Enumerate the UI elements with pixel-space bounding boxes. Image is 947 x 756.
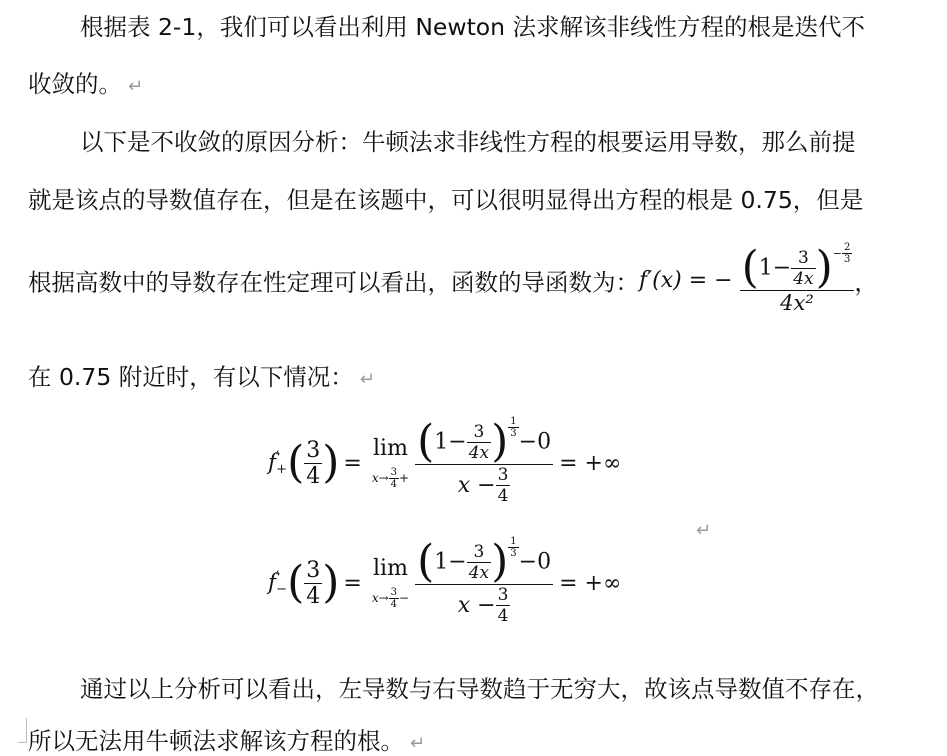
- limit-left-den-frac: [496, 585, 511, 626]
- limit-right-appr-den: 4: [390, 479, 398, 490]
- left-paren: (: [287, 437, 305, 488]
- limit-left-sub: −: [276, 582, 288, 597]
- limit-left-one-minus: 1−: [434, 549, 467, 575]
- limit-right-arg: [304, 438, 322, 489]
- limit-left-lim: lim: [373, 556, 408, 581]
- limit-left-approach-frac: [389, 587, 399, 610]
- limit-left-exp-den: 3: [510, 548, 517, 559]
- limit-left-den-num: 3: [497, 585, 509, 605]
- equals-sign: =: [343, 570, 362, 596]
- derivative-inner-fraction: [791, 248, 815, 289]
- limit-right-numerator: [415, 416, 553, 467]
- limit-left-appr-num: 3: [390, 587, 398, 598]
- limit-left-numerator: [415, 536, 553, 587]
- derivative-formula: [639, 242, 854, 315]
- limit-right-approach-text: x→: [371, 471, 389, 485]
- limit-right-prime: ′: [276, 449, 280, 464]
- derivative-exp-num: 2: [843, 242, 851, 253]
- paragraph3-line1: 通过以上分析可以看出，左导数与右导数趋于无穷大，故该点导数值不存在，: [80, 675, 879, 703]
- left-paren: (: [287, 557, 305, 608]
- right-paren: ): [815, 242, 833, 293]
- limit-left-exp-num: 1: [510, 536, 517, 547]
- limit-right-exp-num: 1: [510, 416, 517, 427]
- limit-left-inner-den: 4x: [468, 562, 490, 583]
- paragraph-mark-icon: ↵: [128, 76, 144, 97]
- derivative-fraction: [740, 242, 855, 315]
- limit-right-arg-num: 3: [306, 437, 321, 463]
- left-paren: (: [417, 536, 435, 587]
- limit-left-appr-side: −: [399, 591, 410, 605]
- derivative-denominator: 4x²: [740, 290, 855, 315]
- left-paren: (: [741, 242, 759, 293]
- limit-right-exp-frac: [508, 416, 518, 439]
- limit-left-den-den: 4: [497, 606, 509, 626]
- paragraph1-line1: 根据表 2-1，我们可以看出利用 Newton 法求解该非线性方程的根是迭代不: [80, 13, 866, 41]
- derivative-exp-den: 3: [843, 254, 851, 265]
- limit-left-exponent: [508, 536, 518, 559]
- limit-left-operator: [372, 556, 409, 610]
- paragraph-mark-icon: ↵: [696, 520, 712, 541]
- limit-right-inner-num: 3: [473, 421, 485, 442]
- right-paren: ): [491, 416, 509, 467]
- derivative-one-minus: 1−: [758, 255, 792, 281]
- limit-left-approach: [372, 587, 409, 610]
- paragraph1-line2: [28, 65, 143, 99]
- derivative-numerator: [740, 242, 855, 293]
- right-paren: ): [322, 557, 340, 608]
- limit-right-inner-frac: [467, 422, 491, 463]
- paragraph2-line2: 就是该点的导数值存在，但是在该题中，可以很明显得出方程的根是 0.75，但是: [28, 186, 864, 214]
- limit-left-arg: [304, 558, 322, 609]
- limit-left-equation: [268, 536, 622, 626]
- paragraph2-line3-suffix: ，: [854, 268, 878, 297]
- limit-left-approach-text: x→: [371, 591, 389, 605]
- limit-right-lim: lim: [373, 436, 408, 461]
- limit-left-fraction: [415, 536, 553, 626]
- limit-right-fraction: [415, 416, 553, 506]
- limit-right-approach: [372, 467, 409, 490]
- paragraph2-line3: [28, 242, 878, 315]
- limit-right-result: = +∞: [559, 450, 622, 476]
- limit-right-denominator: [415, 464, 553, 506]
- limit-left-result: = +∞: [559, 570, 622, 596]
- paragraph3-line2: [28, 722, 425, 756]
- limit-left-exp-frac: [508, 536, 518, 559]
- limit-left-prime-sub: [276, 570, 287, 596]
- limit-right-one-minus: 1−: [434, 429, 467, 455]
- limit-left-arg-num: 3: [306, 557, 321, 583]
- limit-right-den-frac: [496, 465, 511, 506]
- limit-right-minus-zero: −0: [518, 429, 552, 455]
- limit-right-approach-frac: [389, 467, 399, 490]
- right-paren: ): [322, 437, 340, 488]
- paragraph1-line2-text: 收敛的。: [28, 70, 122, 98]
- limit-right-appr-side: +: [399, 471, 410, 485]
- paragraph3-line2-text: 所以无法用牛顿法求解该方程的根。: [28, 727, 404, 755]
- equals-sign: =: [343, 450, 362, 476]
- limit-right-operator: [372, 436, 409, 490]
- limit-right-den-num: 3: [497, 465, 509, 485]
- derivative-inner-den: 4x: [793, 268, 814, 289]
- limit-right-prime-sub: [276, 450, 287, 476]
- limit-right-equation: [268, 416, 622, 506]
- derivative-exponent: [832, 242, 853, 265]
- limit-right-exponent: [508, 416, 518, 439]
- paragraph2-line4-text: 在 0.75 附近时，有以下情况：: [28, 363, 354, 391]
- limit-left-denominator: [415, 584, 553, 626]
- derivative-exp-sign: −: [832, 246, 842, 260]
- limit-right-den-x: x −: [457, 473, 496, 498]
- derivative-exp-fraction: [842, 242, 852, 265]
- limit-left-appr-den: 4: [390, 599, 398, 610]
- margin-corner-mark: [18, 718, 27, 743]
- limit-left-arg-den: 4: [306, 583, 321, 609]
- limit-right-inner-den: 4x: [468, 442, 490, 463]
- limit-left-inner-num: 3: [473, 541, 485, 562]
- derivative-lhs: f′(x) = −: [639, 268, 733, 293]
- limit-left-inner-frac: [467, 542, 491, 583]
- paragraph2-line3-prefix: 根据高数中的导数存在性定理可以看出，函数的导函数为：: [28, 268, 639, 297]
- limit-left-prime: ′: [276, 569, 280, 584]
- limit-left-minus-zero: −0: [518, 549, 552, 575]
- right-paren: ): [491, 536, 509, 587]
- paragraph2-line4: [28, 358, 375, 392]
- limit-right-appr-num: 3: [390, 467, 398, 478]
- limit-left-den-x: x −: [457, 593, 496, 618]
- limit-right-f: f: [268, 450, 277, 476]
- limit-right-den-den: 4: [497, 486, 509, 506]
- left-paren: (: [417, 416, 435, 467]
- derivative-inner-num: 3: [797, 247, 809, 268]
- limit-right-arg-den: 4: [306, 463, 321, 489]
- paragraph-mark-icon: ↵: [359, 369, 375, 390]
- paragraph-mark-icon: ↵: [410, 733, 426, 754]
- limit-right-exp-den: 3: [510, 428, 517, 439]
- limit-left-f: f: [268, 570, 277, 596]
- paragraph2-line1: 以下是不收敛的原因分析：牛顿法求非线性方程的根要运用导数，那么前提: [80, 128, 856, 156]
- limit-right-sub: +: [276, 462, 288, 477]
